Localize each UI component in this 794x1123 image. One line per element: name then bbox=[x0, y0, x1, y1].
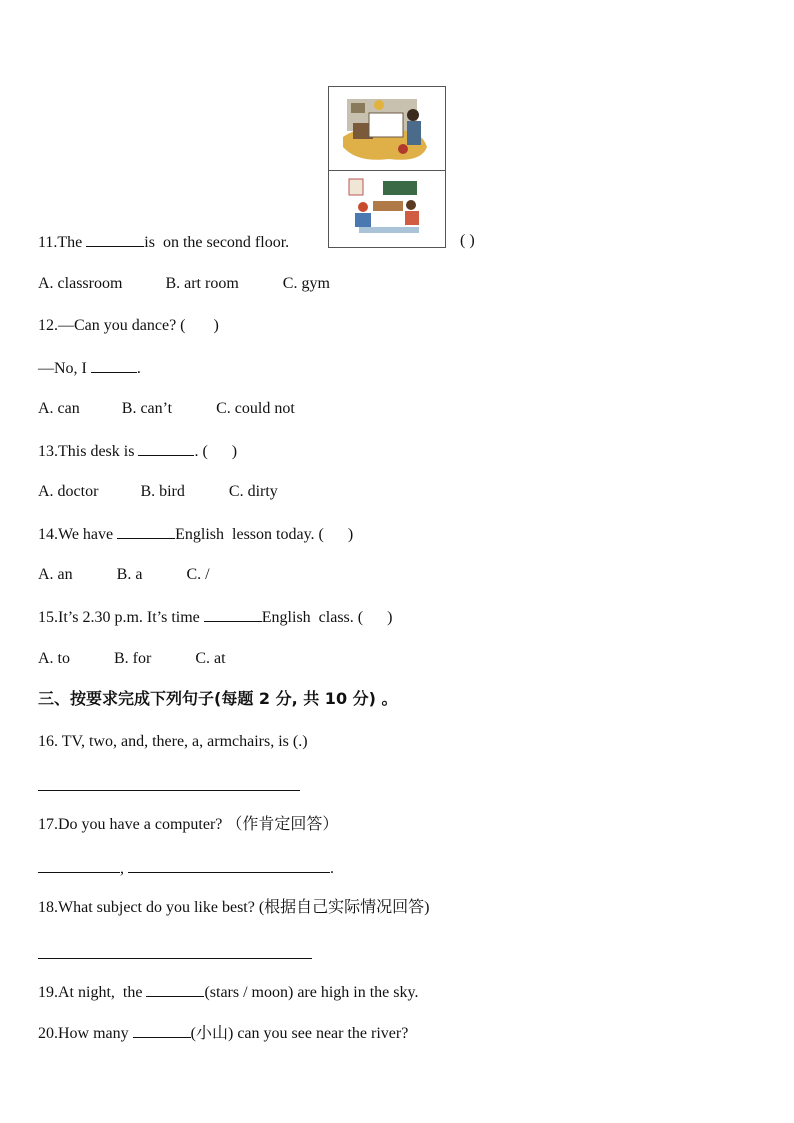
option-a[interactable]: A. classroom bbox=[38, 275, 123, 292]
question-14-prefix: 14.We have bbox=[38, 526, 114, 543]
question-12-reply bbox=[38, 358, 141, 379]
answer-blank[interactable] bbox=[91, 358, 137, 373]
option-c[interactable]: C. / bbox=[186, 566, 210, 583]
reply-suffix: . bbox=[136, 360, 141, 377]
question-18: 18.What subject do you like best? (根据自己实际情况回答) bbox=[38, 899, 430, 916]
art-room-illustration bbox=[329, 87, 445, 170]
question-14-options bbox=[38, 565, 210, 585]
question-12: 12.—Can you dance? ( ) bbox=[38, 317, 219, 334]
period: . bbox=[330, 860, 334, 877]
question-11-picture-frame bbox=[328, 86, 446, 248]
question-19-prefix: 19.At night, the bbox=[38, 984, 143, 1001]
option-c[interactable]: C. dirty bbox=[228, 483, 278, 500]
question-11-prefix: 11.The bbox=[38, 234, 83, 251]
question-20 bbox=[38, 1023, 408, 1044]
option-c[interactable]: C. could not bbox=[216, 400, 295, 417]
question-15-suffix: English class. ( ) bbox=[261, 609, 393, 626]
question-15-options bbox=[38, 649, 226, 669]
answer-blank[interactable] bbox=[128, 858, 330, 873]
option-a[interactable]: A. can bbox=[38, 400, 80, 417]
reply-prefix: —No, I bbox=[38, 360, 87, 377]
question-19 bbox=[38, 982, 418, 1003]
comma: , bbox=[120, 860, 124, 877]
question-15-prefix: 15.It’s 2.30 p.m. It’s time bbox=[38, 609, 200, 626]
answer-blank[interactable] bbox=[146, 982, 204, 997]
question-11 bbox=[38, 232, 289, 253]
option-b[interactable]: B. for bbox=[114, 650, 152, 667]
answer-blank[interactable] bbox=[204, 607, 262, 622]
option-a[interactable]: A. to bbox=[38, 650, 70, 667]
question-14-suffix: English lesson today. ( ) bbox=[175, 526, 354, 543]
option-c[interactable]: C. at bbox=[195, 650, 226, 667]
question-16: 16. TV, two, and, there, a, armchairs, is (.) bbox=[38, 733, 308, 750]
option-b[interactable]: B. can’t bbox=[121, 400, 173, 417]
option-b[interactable]: B. bird bbox=[140, 483, 185, 500]
question-11-text: is on the second floor. bbox=[144, 234, 290, 251]
option-b[interactable]: B. art room bbox=[165, 275, 239, 292]
question-19-suffix: (stars / moon) are high in the sky. bbox=[204, 984, 419, 1001]
answer-blank[interactable] bbox=[38, 858, 120, 873]
answer-blank[interactable] bbox=[117, 524, 175, 539]
answer-blank[interactable] bbox=[138, 441, 194, 456]
question-11-options bbox=[38, 274, 330, 294]
question-15 bbox=[38, 607, 392, 628]
question-13-options bbox=[38, 482, 278, 502]
question-12-options bbox=[38, 399, 295, 419]
answer-parentheses[interactable]: ( ) bbox=[460, 232, 475, 249]
question-20-suffix: (小山) can you see near the river? bbox=[190, 1025, 409, 1042]
option-c[interactable]: C. gym bbox=[282, 275, 330, 292]
section-3-title: 三、按要求完成下列句子(每题 2 分, 共 10 分) 。 bbox=[38, 689, 398, 708]
question-13-suffix: . ( ) bbox=[194, 443, 238, 460]
answer-line[interactable] bbox=[38, 958, 312, 959]
option-a[interactable]: A. an bbox=[38, 566, 73, 583]
question-14 bbox=[38, 524, 353, 545]
answer-blank[interactable] bbox=[133, 1023, 191, 1038]
question-20-prefix: 20.How many bbox=[38, 1025, 129, 1042]
question-17-answer bbox=[38, 858, 334, 879]
option-b[interactable]: B. a bbox=[116, 566, 143, 583]
question-17: 17.Do you have a computer? （作肯定回答） bbox=[38, 816, 339, 833]
answer-blank[interactable] bbox=[86, 232, 144, 247]
question-13-prefix: 13.This desk is bbox=[38, 443, 135, 460]
answer-line[interactable] bbox=[38, 790, 300, 791]
classroom-illustration bbox=[329, 171, 445, 247]
question-13 bbox=[38, 441, 237, 462]
option-a[interactable]: A. doctor bbox=[38, 483, 99, 500]
